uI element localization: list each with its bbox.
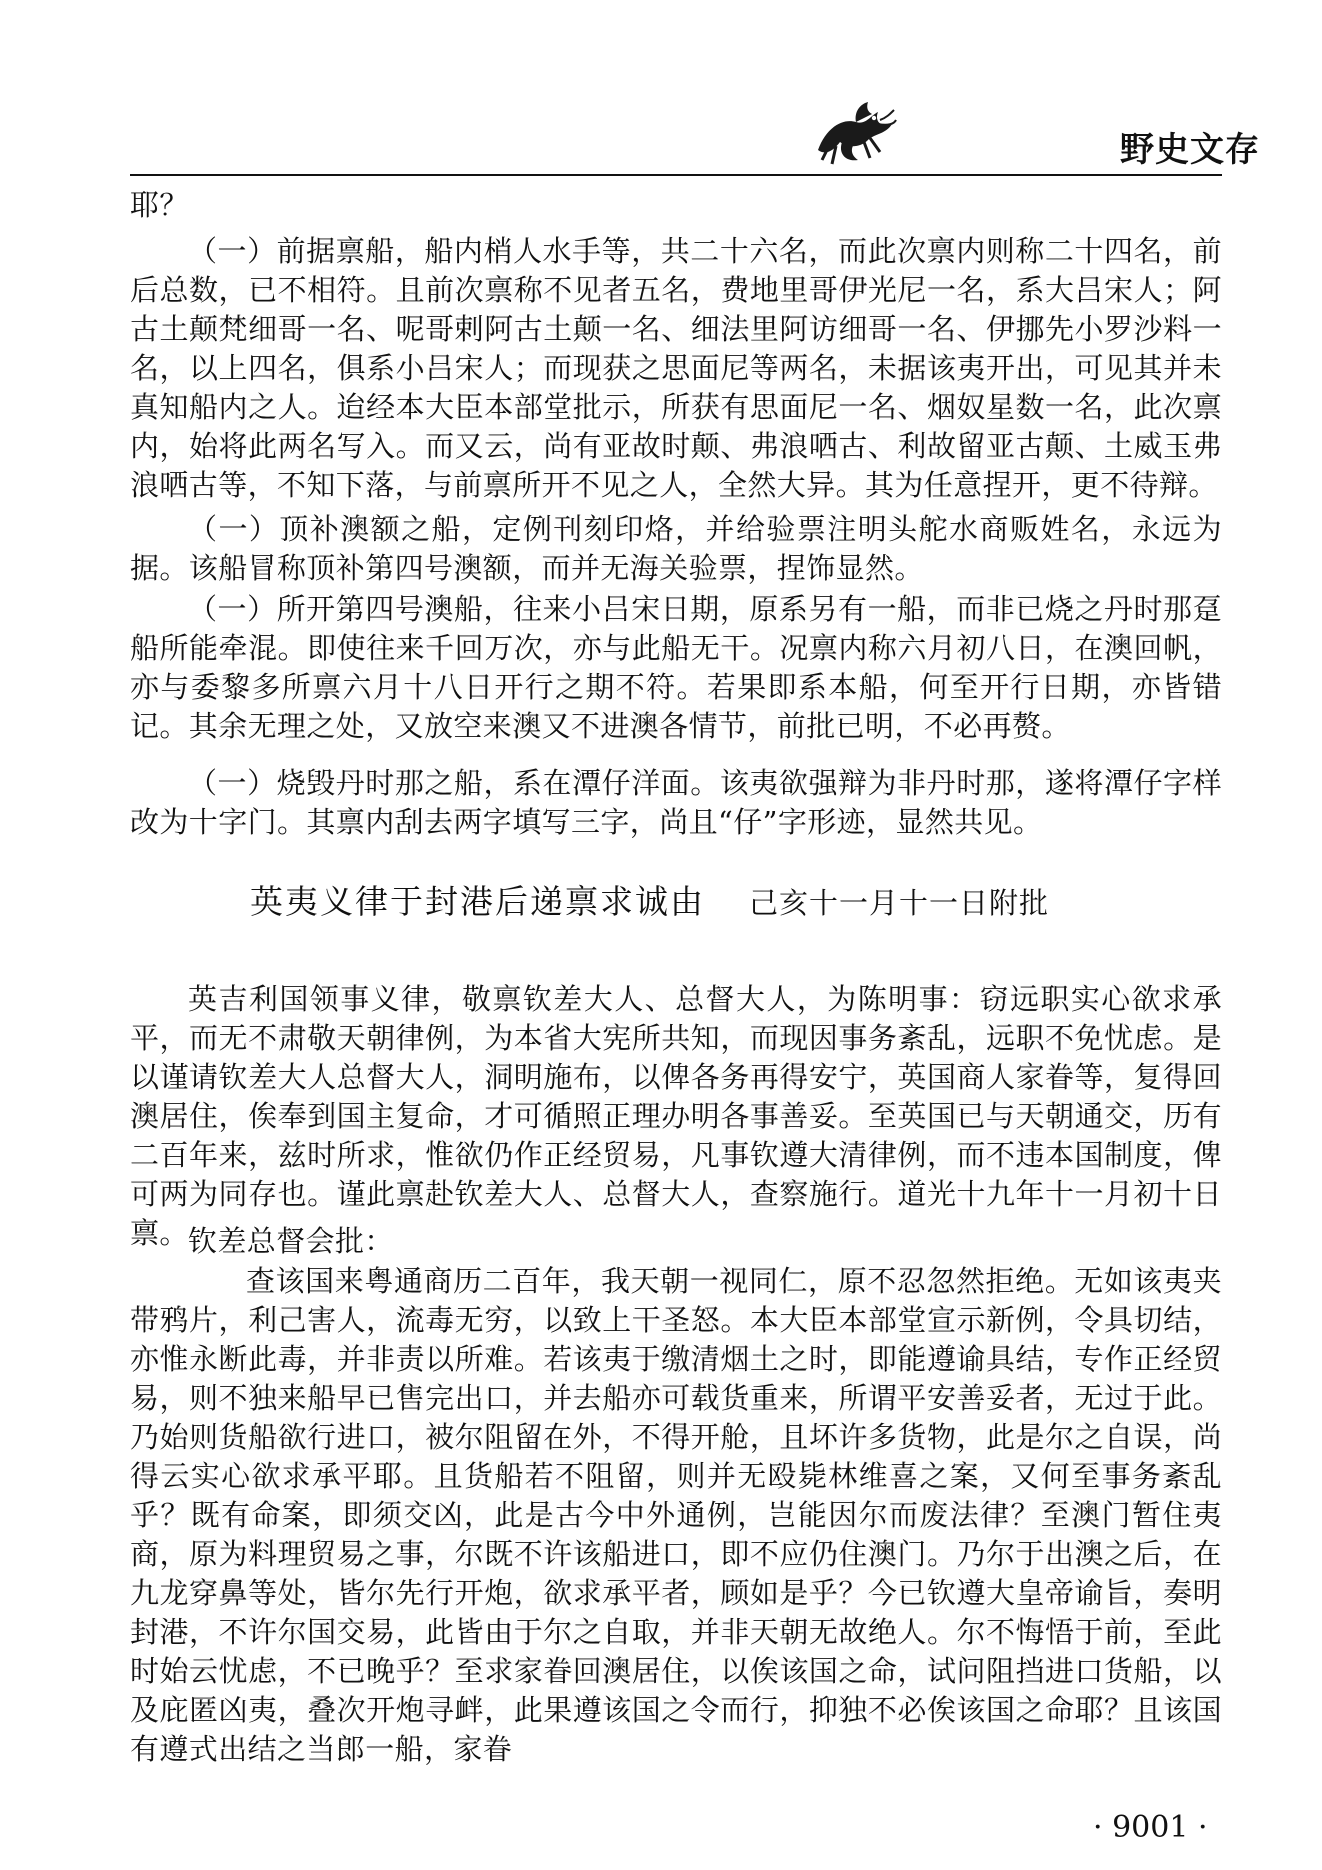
paragraph-item-2: （一）顶补澳额之船，定例刊刻印烙，并给验票注明头舵水商贩姓名，永远为据。该船冒称顶补第四号澳额，而并无海关验票，捏饰显然。 xyxy=(130,512,1222,585)
paragraph-item-3: （一）所开第四号澳船，往来小吕宋日期，原系另有一船，而非已烧之丹时那趸船所能牵混。即使往来千回万次，亦与此船无干。况禀内称六月初八日，在澳回帆，亦与委黎多所禀六月十八日开行之期不符。若果即系本船，何至开行日期，亦皆错记。其余无理之处，又放空来澳又不进澳各情节，前批已明，不必再赘。 xyxy=(130,592,1222,743)
dragon-emblem-icon xyxy=(808,98,898,170)
reply-text: 查该国来粤通商历二百年，我天朝一视同仁，原不忍忽然拒绝。无如该夷夹带鸦片，利己害人，流毒无穷，以致上干圣怒。本大臣本部堂宣示新例，令具切结，亦惟永断此毒，并非责以所难。若该夷于缴清烟土之时，即能遵谕具结，专作正经贸易，则不独来船早已售完出口，并去船亦可载货重来，所谓平安善妥者，无过于此。乃始则货船欲行进口，被尔阻留在外，不得开舱，且坏许多货物，此是尔之自误，尚得云实心欲求承平耶。且货船若不阻留，则并无殴毙林维喜之案，又何至事务紊乱乎？既有命案，即须交凶，此是古今中外通例，岂能因尔而废法律？至澳门暂住夷商，原为料理贸易之事，尔既不许该船进口，即不应仍住澳门。乃尔于出澳之后，在九龙穿鼻等处，皆尔先行开炮，欲求承平者，顾如是乎？今已钦遵大皇帝谕旨，奏明封港，不许尔国交易，此皆由于尔之自取，并非天朝无故绝人。尔不悔悟于前，至此时始云忧虑，不已晚乎？至求家眷回澳居住，以俟该国之命，试问阻挡进口货船，以及庇匿凶夷，叠次开炮寻衅，此果遵该国之令而行，抑独不必俟该国之命耶？且该国有遵式出结之当郎一船，家眷 xyxy=(130,1264,1222,1766)
header-title: 野史文存 xyxy=(1120,130,1260,170)
running-header xyxy=(0,88,1322,183)
section-date: 己亥十一月十一日附批 xyxy=(749,886,1050,920)
page-number: · 9001 · xyxy=(1093,1810,1208,1845)
paragraph-item-4: （一）烧毁丹时那之船，系在潭仔洋面。该夷欲强辩为非丹时那，遂将潭仔字样改为十字门。其禀内刮去两字填写三字，尚且“仔”字形迹，显然共见。 xyxy=(130,766,1222,839)
paragraph-continuation: 耶？ xyxy=(130,188,189,222)
section-title: 英夷义律于封港后递禀求诚由 xyxy=(250,882,705,921)
header-rule xyxy=(130,174,1222,176)
section-heading xyxy=(250,876,1150,923)
petition-text: 英吉利国领事义律，敬禀钦差大人、总督大人，为陈明事：窃远职实心欲求承平，而无不肃敬天朝律例，为本省大宪所共知，而现因事务紊乱，远职不免忧虑。是以谨请钦差大人总督大人，洞明施布，以俾各务再得安宁，英国商人家眷等，复得回澳居住，俟奉到国主复命，才可循照正理办明各事善妥。至英国已与天朝通交，历有二百年来，兹时所求，惟欲仍作正经贸易，凡事钦遵大清律例，而不违本国制度，俾可两为同存也。谨此禀赴钦差大人、总督大人，查察施行。道光十九年十一月初十日禀。 xyxy=(130,982,1222,1250)
reply-heading: 钦差总督会批： xyxy=(188,1224,394,1258)
paragraph-item-1: （一）前据禀船，船内梢人水手等，共二十六名，而此次禀内则称二十四名，前后总数，已不相符。且前次禀称不见者五名，费地里哥伊光尼一名，系大吕宋人；阿古土颠梵细哥一名、呢哥剌阿古土颠一名、细法里阿访细哥一名、伊挪先小罗沙料一名，以上四名，俱系小吕宋人；而现获之思面尼等两名，未据该夷开出，可见其并未真知船内之人。迨经本大臣本部堂批示，所获有思面尼一名、烟奴星数一名，此次禀内，始将此两名写入。而又云，尚有亚故时颠、弗浪哂古、利故留亚古颠、土威玉弗浪哂古等，不知下落，与前禀所开不见之人，全然大异。其为任意捏开，更不待辩。 xyxy=(130,234,1222,502)
